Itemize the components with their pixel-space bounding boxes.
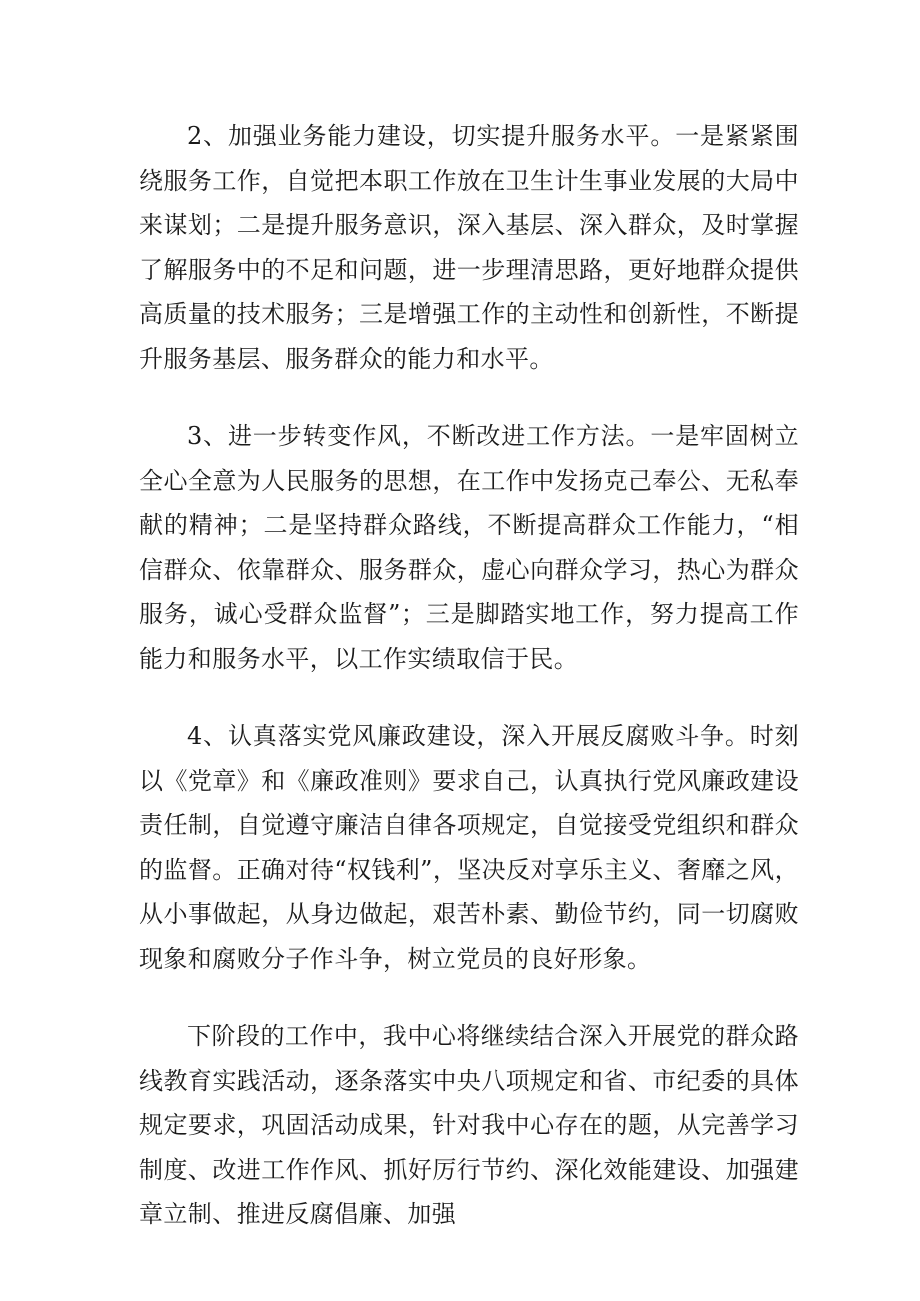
paragraph-service-capacity: 2、加强业务能力建设，切实提升服务水平。一是紧紧围绕服务工作，自觉把本职工作放在卫生计生事业发展的大局中来谋划；二是提升服务意识，深入基层、深入群众，及时掌握了解服务中的不足和问题，进一步理清思路，更好地群众提供高质量的技术服务；三是增强工作的主动性和创新性，不断提升服务基层、服务群众的能力和水平。 xyxy=(139,122,799,373)
paragraph-work-style: 3、进一步转变作风，不断改进工作方法。一是牢固树立全心全意为人民服务的思想，在工作中发扬克己奉公、无私奉献的精神；二是坚持群众路线，不断提高群众工作能力，“相信群众、依靠群众、服务群众，虚心向群众学习，热心为群众服务，诚心受群众监督”；三是脚踏实地工作，努力提高工作能力和服务水平，以工作实绩取信于民。 xyxy=(139,422,799,673)
paragraph-next-stage: 下阶段的工作中，我中心将继续结合深入开展党的群众路线教育实践活动，逐条落实中央八项规定和省、市纪委的具体规定要求，巩固活动成果，针对我中心存在的题，从完善学习制度、改进工作作风、抓好厉行节约、深化效能建设、加强建章立制、推进反腐倡廉、加强 xyxy=(139,1022,799,1228)
paragraph-anti-corruption: 4、认真落实党风廉政建设，深入开展反腐败斗争。时刻以《党章》和《廉政准则》要求自己，认真执行党风廉政建设责任制，自觉遵守廉洁自律各项规定，自觉接受党组织和群众的监督。正确对待“权钱利”，坚决反对享乐主义、奢靡之风，从小事做起，从身边做起，艰苦朴素、勤俭节约，同一切腐败现象和腐败分子作斗争，树立党员的良好形象。 xyxy=(139,722,799,973)
